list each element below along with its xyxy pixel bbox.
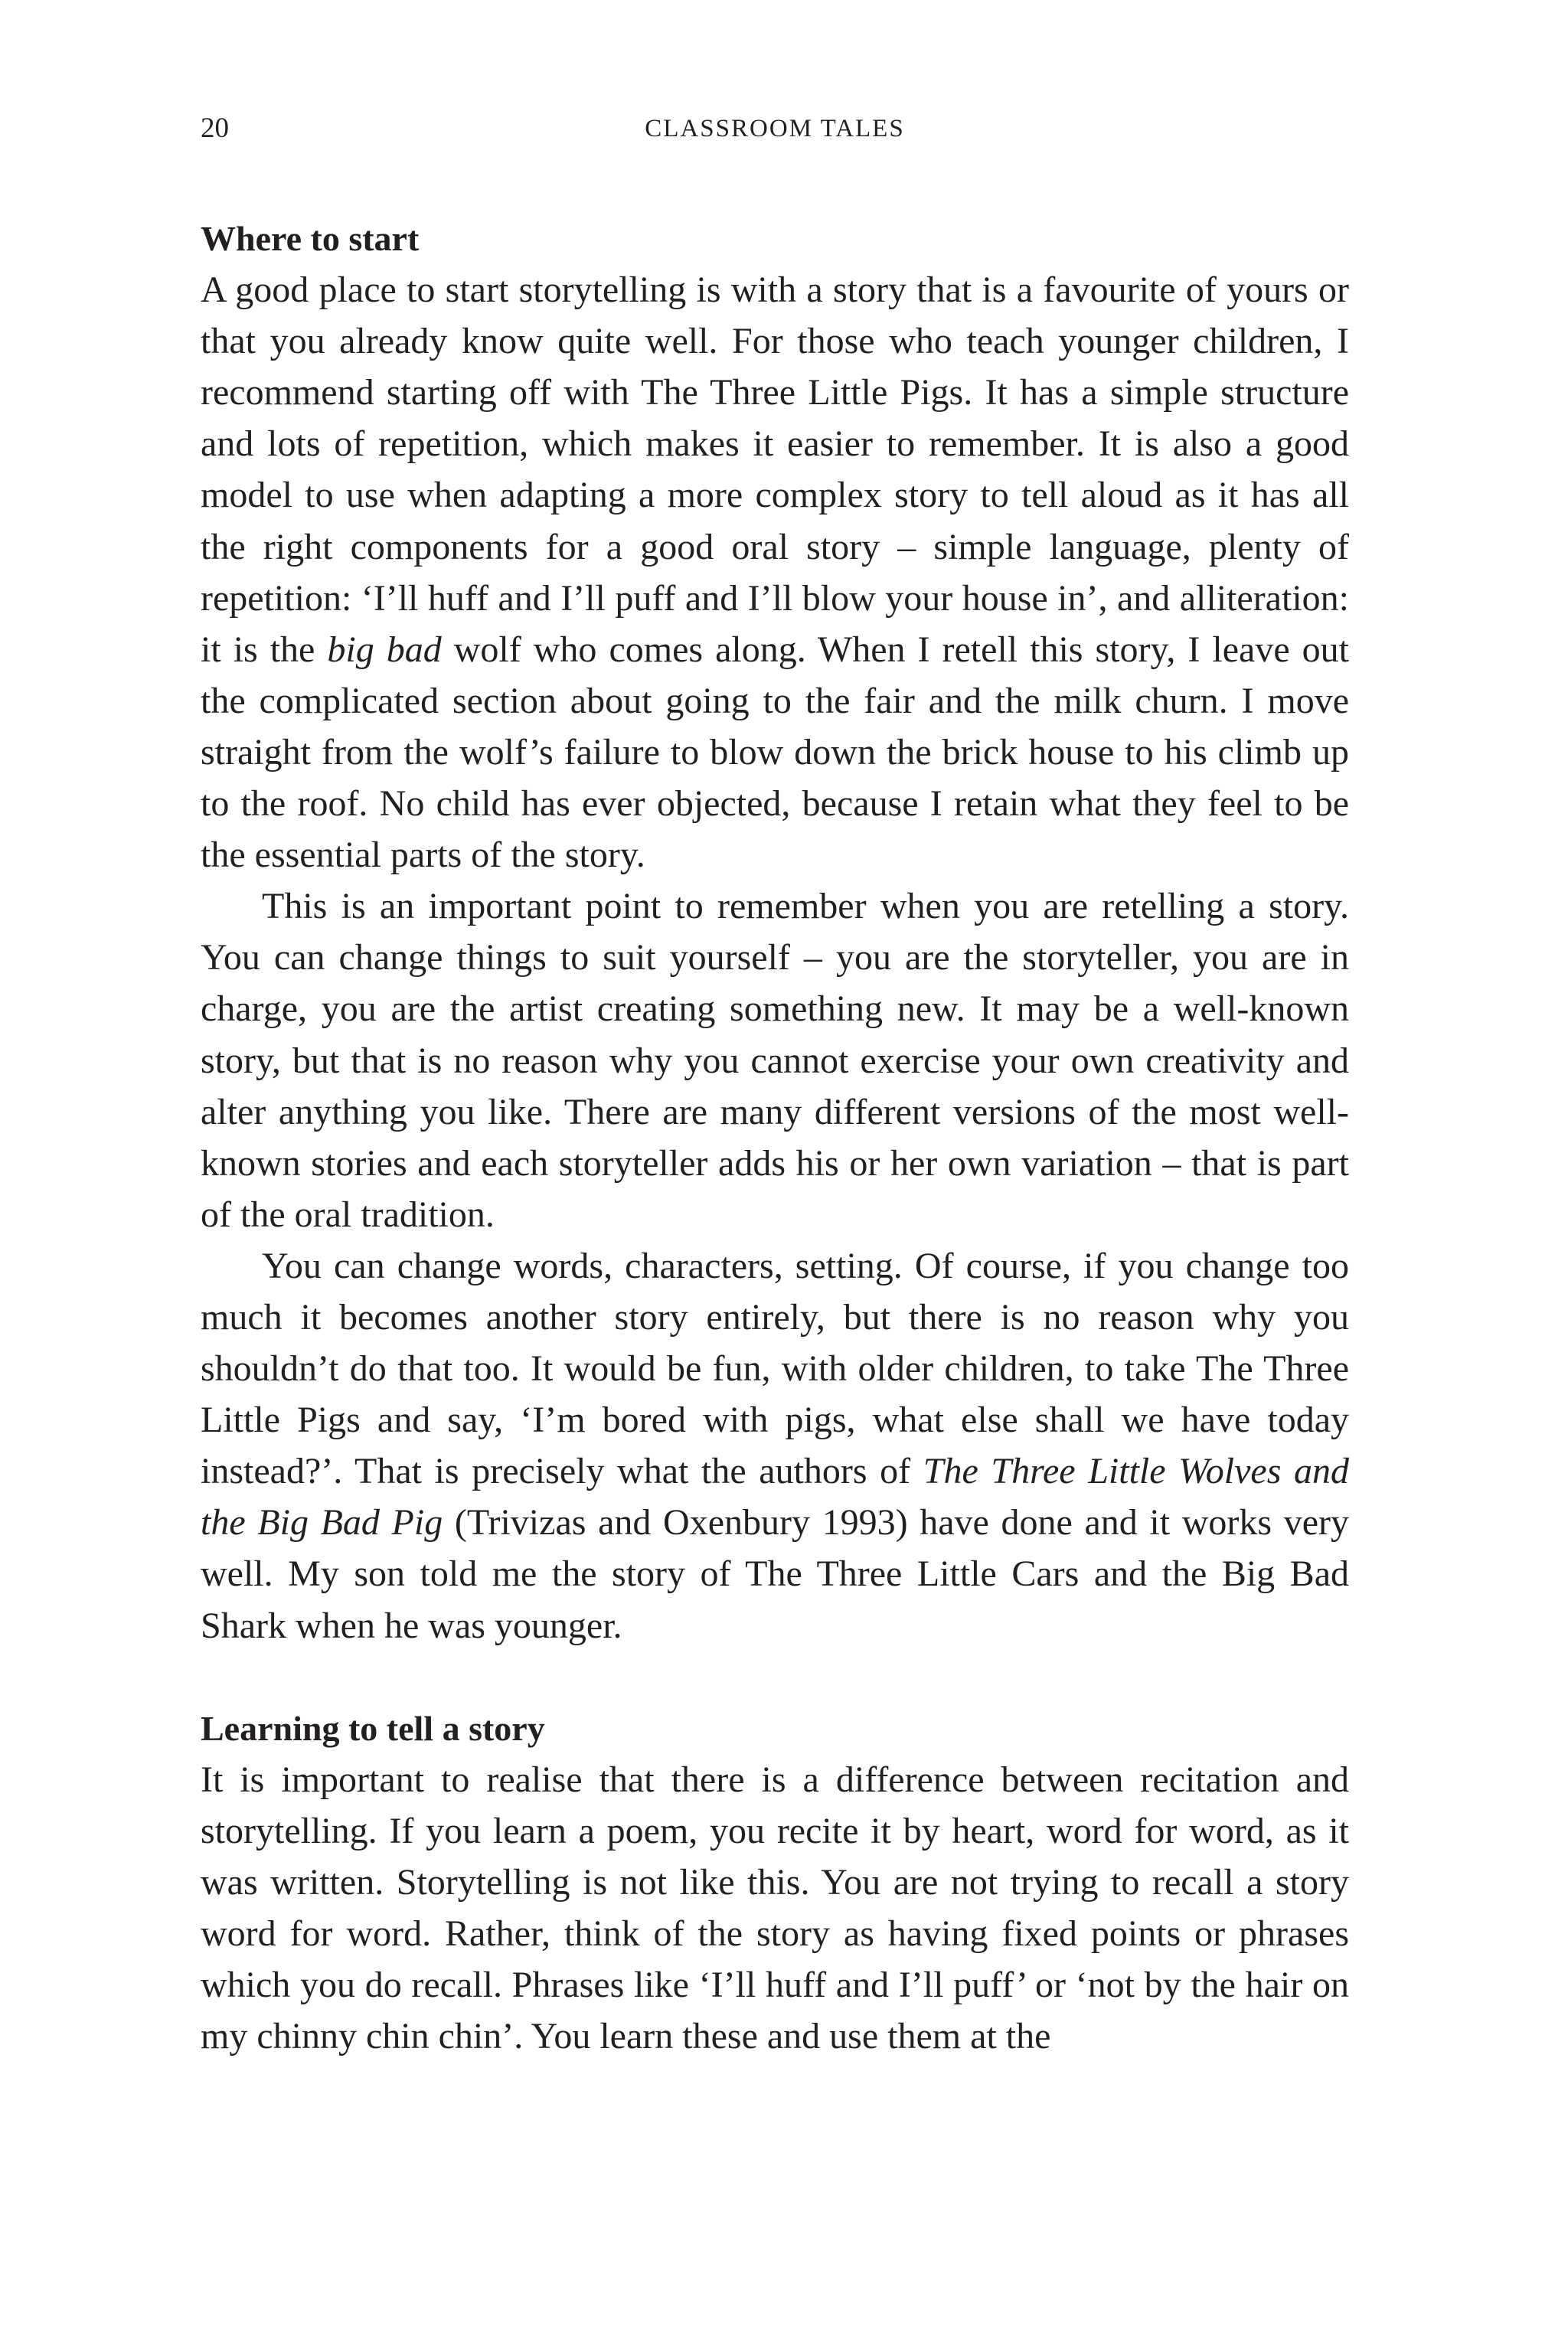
text-column	[201, 213, 1349, 2062]
paragraph-where-to-start-2: This is an important point to remember when you are retelling a story. You can change things to suit yourself – you are the storyteller, you are in charge, you are the artist creating something new. It may be a well-known story, but that is no reason why you cannot exercise your own creativity and alter anything you like. There are many different versions of the most well-known stories and each storyteller adds his or her own variation – that is part of the oral tradition.	[201, 886, 1349, 1235]
paragraph-where-to-start-1	[201, 264, 1349, 880]
page-number: 20	[201, 113, 229, 144]
paragraph-text: A good place to start storytelling is with a story that is a favourite of yours or that you already know quite well. For those who teach younger children, I recommend starting off with The Three Little Pigs. It has a simple structure and lots of repetition, which makes it easier to remember. It is also a good model to use when adapting a more complex story to tell aloud as it has all the right components for a good oral story – simple language, plenty of repetition: ‘I’ll huff and I’ll puff and I’ll blow your house in’, and alliteration: it is the	[201, 270, 1349, 670]
paragraph-where-to-start-3	[201, 1240, 1349, 1651]
paragraph-text: (Trivizas and Oxenbury 1993) have done and it works very well. My son told me the story of The Three Little Cars and the Big Bad Shark when he was younger.	[201, 1502, 1349, 1646]
emphasis-big-bad: big bad	[327, 629, 442, 670]
running-head	[201, 107, 1349, 150]
running-title: CLASSROOM TALES	[645, 115, 905, 142]
paragraph-learning-to-tell-1: It is important to realise that there is a difference between recitation and storytelling. If you learn a poem, you recite it by heart, word for word, as it was written. Storytelling is not like this. You are not trying to recall a story word for word. Rather, think of the story as having fixed points or phrases which you do recall. Phrases like ‘I’ll huff and I’ll puff’ or ‘not by the hair on my chinny chin chin’. You learn these and use them at the	[201, 1759, 1349, 2057]
paragraph-text: wolf who comes along. When I retell this story, I leave out the complicated section about going to the fair and the milk churn. I move straight from the wolf’s failure to blow down the brick house to his climb up to the roof. No child has ever objected, because I retain what they feel to be the essential parts of the story.	[201, 629, 1350, 876]
book-title-citation: The Three Little Wolves and the Big Bad Pig	[201, 1451, 1349, 1544]
section-heading-learning-to-tell: Learning to tell a story	[201, 1708, 545, 1748]
paragraph-text: You can change words, characters, setting. Of course, if you change too much it becomes another story entirely, but there is no reason why you shouldn’t do that too. It would be fun, with older children, to take The Three Little Pigs and say, ‘I’m bored with pigs, what else shall we have today instead?’. That is precisely what the authors of	[201, 1245, 1349, 1492]
section-heading-where-to-start: Where to start	[201, 219, 420, 258]
